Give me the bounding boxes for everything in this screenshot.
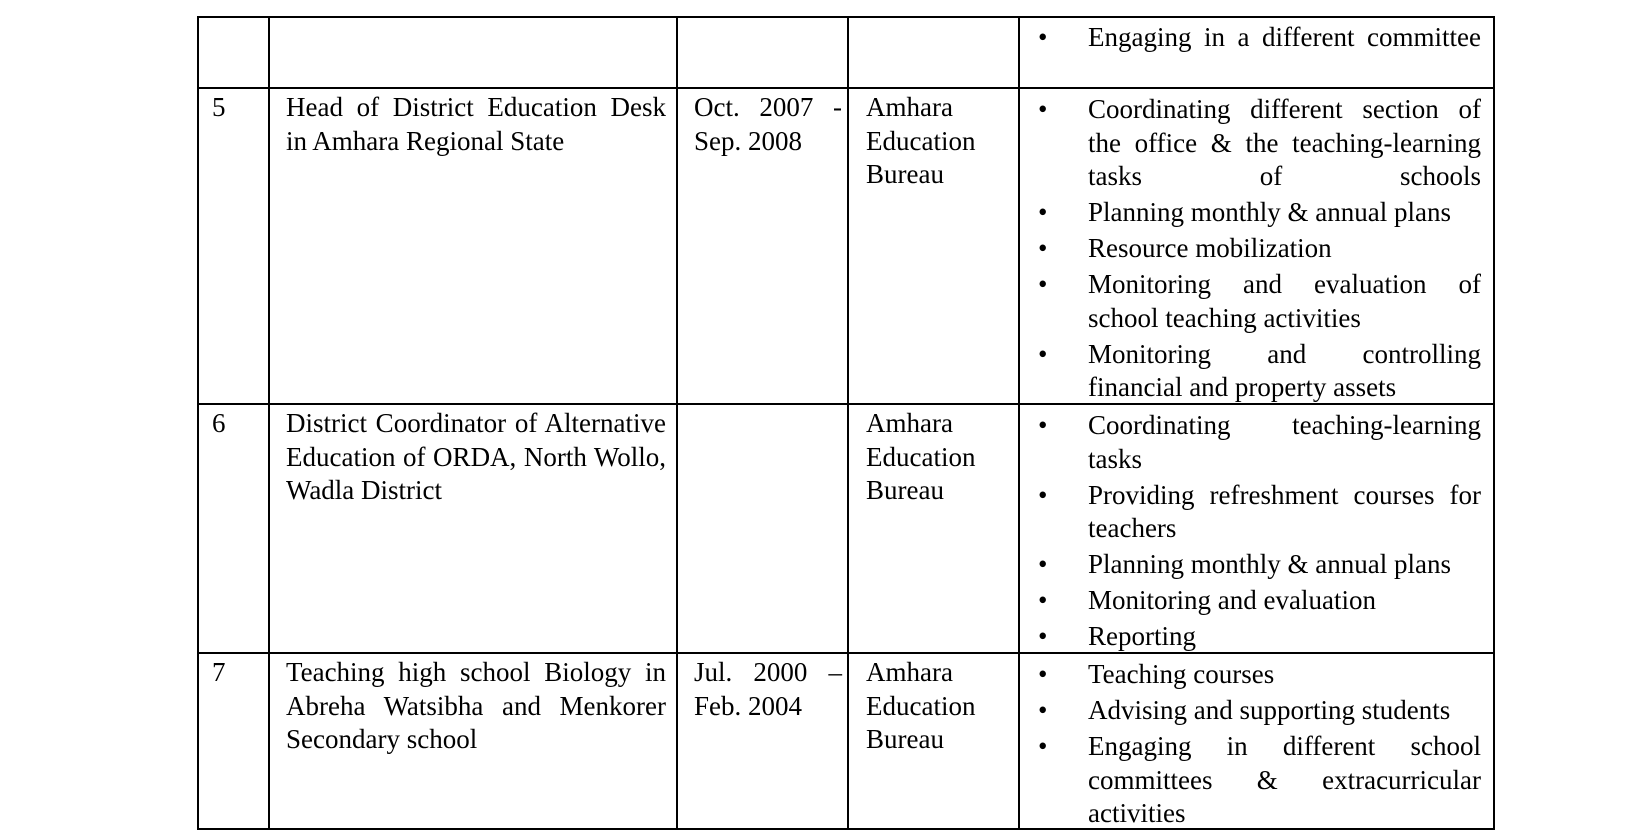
bullet-icon: • bbox=[1038, 621, 1048, 651]
bullet-icon: • bbox=[1038, 659, 1048, 689]
list-item: • Providing refreshment courses for teachers bbox=[1038, 479, 1481, 543]
responsibilities-list bbox=[1036, 409, 1481, 656]
list-item: • Teaching courses bbox=[1036, 658, 1481, 692]
bullet-icon: • bbox=[1038, 549, 1048, 579]
list-item: • Engaging in different school committees & extracurricular activities bbox=[1038, 731, 1481, 828]
list-item: • Advising and supporting students bbox=[1036, 694, 1481, 728]
period: Oct. 2007 - Sep. 2008 bbox=[694, 92, 842, 156]
bullet-icon: • bbox=[1038, 338, 1048, 369]
table-border-top bbox=[197, 16, 1495, 18]
bullet-icon: • bbox=[1038, 197, 1048, 227]
column-divider bbox=[1018, 16, 1020, 830]
row-number: 5 bbox=[212, 92, 226, 122]
list-item: • Coordinating different section of the office & the teaching-learning tasks of schools bbox=[1038, 94, 1481, 191]
bullet-icon: • bbox=[1038, 233, 1048, 263]
list-item: • Planning monthly & annual plans bbox=[1036, 196, 1481, 230]
bullet-icon: • bbox=[1038, 731, 1048, 761]
column-divider bbox=[847, 16, 849, 830]
bullet-icon: • bbox=[1038, 410, 1048, 440]
list-item: • Monitoring and evaluation bbox=[1036, 584, 1481, 618]
position-title: Head of District Education Desk in Amhara Regional State bbox=[286, 92, 666, 156]
institution: Amhara Education Bureau bbox=[866, 408, 976, 505]
bullet-icon: • bbox=[1038, 269, 1048, 299]
list-item: • Planning monthly & annual plans bbox=[1036, 548, 1481, 582]
list-item: • Engaging in a different committee bbox=[1036, 21, 1481, 55]
bullet-icon: • bbox=[1038, 479, 1048, 510]
institution: Amhara Education Bureau bbox=[866, 657, 976, 754]
table-border-right bbox=[1493, 16, 1495, 830]
responsibilities-list bbox=[1036, 658, 1481, 833]
list-item: • Coordinating teaching-learning tasks bbox=[1038, 410, 1481, 474]
list-item: • Monitoring and evaluation of school teaching activities bbox=[1038, 269, 1481, 333]
row-number: 7 bbox=[212, 657, 226, 687]
list-item: • Monitoring and controlling financial and property assets bbox=[1038, 338, 1481, 402]
bullet-icon: • bbox=[1038, 585, 1048, 615]
institution: Amhara Education Bureau bbox=[866, 92, 976, 189]
period: Jul. 2000 – Feb. 2004 bbox=[694, 657, 842, 721]
responsibilities-list bbox=[1036, 93, 1481, 407]
position-title: Teaching high school Biology in Abreha Watsibha and Menkorer Secondary school bbox=[286, 657, 666, 754]
list-item: • Reporting bbox=[1036, 620, 1481, 654]
row-divider bbox=[197, 87, 1495, 89]
row-number: 6 bbox=[212, 408, 226, 438]
bullet-icon: • bbox=[1038, 695, 1048, 725]
list-item: • Resource mobilization bbox=[1036, 232, 1481, 266]
table-border-left bbox=[197, 16, 199, 830]
column-divider bbox=[676, 16, 678, 830]
responsibilities-list bbox=[1036, 21, 1481, 57]
bullet-icon: • bbox=[1038, 22, 1048, 52]
bullet-icon: • bbox=[1038, 94, 1048, 124]
column-divider bbox=[268, 16, 270, 830]
position-title: District Coordinator of Alternative Education of ORDA, North Wollo, Wadla District bbox=[286, 408, 666, 505]
